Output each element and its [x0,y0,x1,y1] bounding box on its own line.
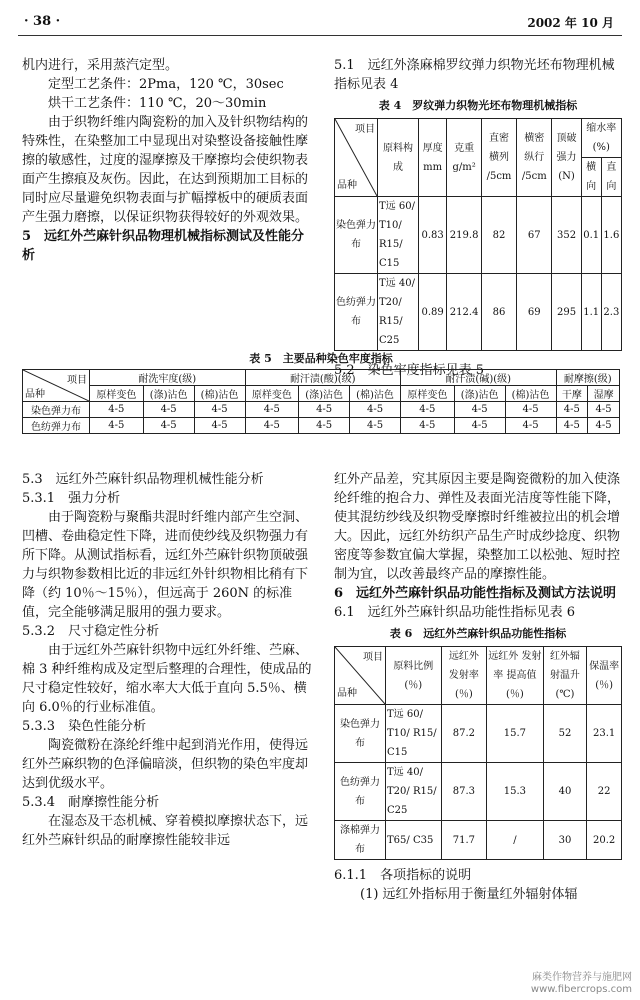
column-group-header: 耐洗牢度(级) [90,370,246,386]
subsection-heading: 6.1 远红外苎麻针织品功能性指标见表 6 [334,605,576,620]
column-header: 直向 [601,158,621,197]
table-cell: 4-5 [194,402,245,418]
table-cell: 295 [552,274,581,351]
column-header: 缩水率 (%) [581,119,621,158]
table-cell: 23.1 [587,705,622,763]
column-group-header: 耐汗渍(碱)(级) [401,370,557,386]
table-cell: 87.3 [441,763,487,821]
header-rule [18,35,622,36]
table-cell: 4-5 [143,418,194,434]
table-cell: 4-5 [556,402,588,418]
table-cell: 涤棉弹力布 [335,821,386,860]
table-cell: 52 [543,705,587,763]
watermark [531,972,632,996]
column-header: 原样变色 [401,386,455,402]
subsection-heading: 5.3.1 强力分析 [22,491,121,506]
left-column-top [22,56,314,265]
table-cell: 色纺弹力布 [335,274,378,351]
table-row [335,821,622,860]
table-cell: 22 [587,763,622,821]
table-cell: 4-5 [505,402,556,418]
table-cell: 染色弹力布 [335,197,378,274]
table-cell: T65/ C35 [386,821,442,860]
table-cell: 染色弹力布 [23,402,90,418]
table-cell: T远 60/ T10/ R15/ C15 [378,197,419,274]
table-cell: 4-5 [401,402,455,418]
table-cell: 30 [543,821,587,860]
table-cell: 1.1 [581,274,601,351]
table-cell: 4-5 [454,402,505,418]
table-cell: 4-5 [143,402,194,418]
table-cell: 4-5 [245,418,299,434]
table-cell: 86 [481,274,516,351]
table-caption: 表 6 远红外苎麻针织品功能性指标 [389,627,567,640]
table-cell: 4-5 [556,418,588,434]
table-cell: 352 [552,197,581,274]
table-cell: 4-5 [299,418,350,434]
table-row [23,402,620,418]
column-header: 横向 [581,158,601,197]
table-cell: / [487,821,543,860]
section-heading: 5 远红外苎麻针织品物理机械指标测试及性能分析 [22,229,305,263]
column-header: 厚度 mm [418,119,446,197]
subsection-heading: 5.3 远红外苎麻针织品物理机械性能分析 [22,472,264,487]
table-5-block [22,348,620,434]
page-number: · 38 · [24,14,61,29]
table-cell: 4-5 [90,418,144,434]
table-diagonal-header [335,119,378,197]
column-header: 原样变色 [90,386,144,402]
table-caption: 表 4 罗纹弹力织物光坯布物理机械指标 [378,99,578,112]
table-cell: 4-5 [194,418,245,434]
table-cell: 色纺弹力布 [335,763,386,821]
paragraph: 定型工艺条件：2Pma，120 ℃，30sec [48,77,284,92]
header-label: 品种 [337,180,357,191]
header-label: 项目 [363,652,383,663]
table-cell: 4-5 [299,402,350,418]
header-label: 项目 [67,375,87,386]
table-row [335,705,622,763]
table-diagonal-header [335,647,386,705]
subsection-heading: 5.1 远红外涤麻棉罗纹弹力织物光坯布物理机械指标见表 4 [334,58,615,92]
subsection-heading: 6.1.1 各项指标的说明 [334,868,472,883]
paragraph: (1) 远红外指标用于衡量红外辐射体辐 [360,887,578,902]
column-header: 保温率 (％) [587,647,622,705]
table-4 [334,118,622,351]
column-header: 干摩 [556,386,588,402]
column-header: (棉)沾色 [194,386,245,402]
table-5 [22,369,620,434]
table-cell: T远 40/ T20/ R15/ C25 [378,274,419,351]
paragraph: 由于织物纤维内陶瓷粉的加入及针织物结构的特殊性，在染整加工中显现出对染整设备接触性摩擦的敏感性，过度的湿摩擦及干摩擦均会使织物表面产生擦痕及灰伤。因此，在达到预期加工目标的同时应尽量避免织物表面与扩幅撑板中的硬质表面产生强力磨擦，以保证织物获得较好的外观效果。 [22,115,309,225]
table-cell: 4-5 [350,418,401,434]
table-cell: 69 [517,274,552,351]
paragraph: 红外产品差，究其原因主要是陶瓷微粉的加入使涤纶纤维的抱合力、弹性及表面光洁度等性能下降，使其混纺纱线及织物受摩擦时纤维被拉出的机会增大。因此，远红外纺织产品生产时成纱捻度、织物密度等参数宜偏大掌握，染整加工以松弛、短时控制为宜，以改善最终产品的摩擦性能。 [334,472,621,582]
header-label: 品种 [337,688,357,699]
column-header: 远红外 发射率 (％) [441,647,487,705]
table-6 [334,646,622,860]
table-cell: 4-5 [245,402,299,418]
column-header: (涤)沾色 [299,386,350,402]
table-cell: 4-5 [588,402,620,418]
paragraph: 由于陶瓷粉与聚酯共混时纤维内部产生空洞、凹槽、卷曲稳定性下降，进而使纱线及织物强力有所下降。从测试指标看，远红外苎麻针织物顶破强力与织物参数相比近的非远红外针织物相比稍有下降（约 10％～15％），但远高于 260N 的标准值，完全能够满足服用的强力要求。 [22,510,309,620]
table-row [335,274,622,351]
column-header: 横密 纵行 /5cm [517,119,552,197]
table-cell: 219.8 [447,197,482,274]
table-caption: 表 5 主要品种染色牢度指标 [249,352,393,365]
table-cell: 67 [517,197,552,274]
issue-date: 2002 年 10 月 [527,16,614,30]
paragraph: 烘干工艺条件：110 ℃，20～30min [48,96,267,111]
right-column-bottom [334,470,622,904]
right-column-top [334,56,622,380]
column-header: 原料构成 [378,119,419,197]
column-header: 红外辐 射温升 (℃) [543,647,587,705]
table-cell: 0.1 [581,197,601,274]
column-header: (棉)沾色 [505,386,556,402]
table-cell: 4-5 [401,418,455,434]
table-cell: 4-5 [350,402,401,418]
table-cell: 0.83 [418,197,446,274]
column-header: (涤)沾色 [454,386,505,402]
column-group-header: 耐汗渍(酸)(级) [245,370,401,386]
column-header: 原料比例(％) [386,647,442,705]
table-cell: 4-5 [505,418,556,434]
table-cell: 色纺弹力布 [23,418,90,434]
table-cell: 2.3 [601,274,621,351]
paragraph: 陶瓷微粉在涤纶纤维中起到消光作用，使得远红外苎麻织物的色泽偏暗淡，但织物的染色牢度却达到优级水平。 [22,738,309,791]
table-cell: 15.3 [487,763,543,821]
table-cell: 20.2 [587,821,622,860]
table-diagonal-header [23,370,90,402]
table-cell: T远 60/ T10/ R15/ C15 [386,705,442,763]
header-label: 品种 [25,389,45,400]
left-column-bottom [22,470,314,850]
column-header: 远红外 发射率 提高值 (％) [487,647,543,705]
table-cell: 0.89 [418,274,446,351]
table-cell: 4-5 [454,418,505,434]
watermark-url: www.fibercrops.com [530,984,632,995]
paragraph: 由于远红外苎麻针织物中远红外纤维、苎麻、棉 3 种纤维构成及定型后整理的合理性，使成品的尺寸稳定性较好，缩水率大大低于直向 5.5％、横向 6.0％的行业标准值。 [22,643,312,715]
subsection-heading: 5.3.3 染色性能分析 [22,719,147,734]
column-header: 湿摩 [588,386,620,402]
page-header [0,0,640,40]
section-heading: 6 远红外苎麻针织品功能性指标及测试方法说明 [334,586,617,601]
paragraph: 在湿态及干态机械、穿着模拟摩擦状态下，远红外苎麻针织品的耐摩擦性能较非远 [22,814,309,848]
column-header: 顶破 强力 (N) [552,119,581,197]
column-header: 克重 g/m² [447,119,482,197]
subsection-heading: 5.2 染色牢度指标见表 5 [334,363,485,378]
column-group-header: 耐摩擦(级) [556,370,620,386]
column-header: (棉)沾色 [350,386,401,402]
watermark-line: 麻类作物营养与施肥网 [532,972,632,983]
column-header: 原样变色 [245,386,299,402]
table-cell: 40 [543,763,587,821]
paragraph: 机内进行，采用蒸汽定型。 [22,58,179,73]
table-cell: 15.7 [487,705,543,763]
table-row [23,418,620,434]
subsection-heading: 5.3.2 尺寸稳定性分析 [22,624,160,639]
subsection-heading: 5.3.4 耐摩擦性能分析 [22,795,160,810]
table-cell: 4-5 [588,418,620,434]
header-label: 项目 [355,124,375,135]
table-cell: 82 [481,197,516,274]
table-row [335,197,622,274]
table-cell: 染色弹力布 [335,705,386,763]
table-cell: 71.7 [441,821,487,860]
table-row [335,763,622,821]
column-header: (涤)沾色 [143,386,194,402]
table-cell: 212.4 [447,274,482,351]
table-cell: 4-5 [90,402,144,418]
table-cell: 87.2 [441,705,487,763]
table-cell: T远 40/ T20/ R15/ C25 [386,763,442,821]
table-cell: 1.6 [601,197,621,274]
column-header: 直密 横列 /5cm [481,119,516,197]
